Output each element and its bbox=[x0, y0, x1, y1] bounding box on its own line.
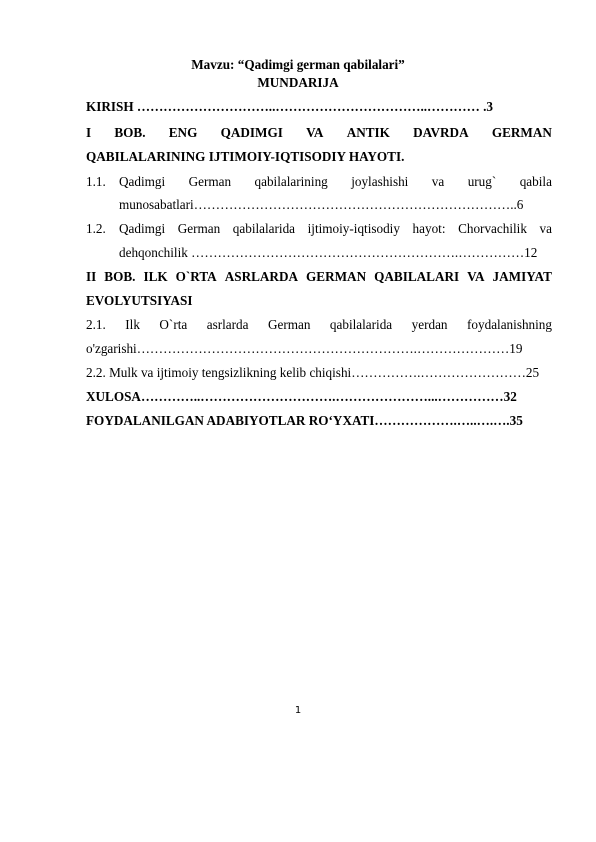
toc-word: asrlarda bbox=[206, 317, 249, 332]
toc-section-number: 1.1. bbox=[86, 174, 106, 189]
toc-entry-1-2-line-1[interactable] bbox=[119, 221, 552, 237]
toc-entry-kirish[interactable]: KIRISH …………………………..……………………………..………… .3 bbox=[86, 99, 493, 114]
toc-word: 2.1. bbox=[86, 317, 106, 332]
toc-word: DAVRDA bbox=[413, 125, 469, 140]
toc-word: O`rta bbox=[159, 317, 188, 332]
toc-word: BOB. bbox=[104, 269, 136, 284]
toc-word: ijtimoiy-iqtisodiy bbox=[307, 221, 400, 236]
toc-word: VA bbox=[306, 125, 324, 140]
toc-entry-2-1-line-1[interactable] bbox=[86, 317, 552, 333]
toc-word: qabilalarida bbox=[329, 317, 393, 332]
toc-word: GERMAN bbox=[491, 125, 552, 140]
toc-entry-2-1-line-2[interactable]: o'zgarishi……………………………………………………….…………………19 bbox=[86, 341, 523, 356]
toc-word: ANTIK bbox=[346, 125, 390, 140]
document-title: Mavzu: “Qadimgi german qabilalari” bbox=[191, 57, 405, 72]
toc-word: ILK bbox=[143, 269, 168, 284]
toc-entry-1-2-line-2[interactable]: dehqonchilik …………………………………………………….……………12 bbox=[119, 245, 538, 260]
toc-word: va bbox=[431, 174, 445, 189]
toc-entry-2-2[interactable]: 2.2. Mulk va ijtimoiy tengsizlikning kelib chiqishi…………….……………………25 bbox=[86, 365, 540, 380]
toc-word: O`RTA bbox=[175, 269, 217, 284]
toc-section-number: 1.2. bbox=[86, 221, 106, 236]
toc-word: JAMIYAT bbox=[492, 269, 552, 284]
toc-word: foydalanishning bbox=[467, 317, 552, 332]
toc-entry-1-1-line-2[interactable]: munosabatlari………………………………………………………………..6 bbox=[119, 197, 524, 212]
toc-word: qabilalarining bbox=[254, 174, 328, 189]
toc-word: ASRLARDA bbox=[224, 269, 299, 284]
toc-word: Ilk bbox=[125, 317, 140, 332]
toc-word: qabilalarida bbox=[232, 221, 296, 236]
contents-heading: MUNDARIJA bbox=[257, 75, 339, 90]
toc-word: BOB. bbox=[114, 125, 146, 140]
toc-word: German bbox=[188, 174, 232, 189]
toc-word: va bbox=[539, 221, 552, 236]
toc-entry-chapter-1-line-1[interactable] bbox=[86, 125, 552, 141]
toc-word: GERMAN bbox=[306, 269, 367, 284]
toc-word: II bbox=[86, 269, 97, 284]
toc-entry-foydalanilgan-adabiyotlar[interactable]: FOYDALANILGAN ADABIYOTLAR RO‘YXATI……………….…..….….35 bbox=[86, 413, 523, 428]
toc-word: yerdan bbox=[411, 317, 448, 332]
toc-word: qabila bbox=[519, 174, 552, 189]
toc-word: I bbox=[86, 125, 92, 140]
toc-entry-chapter-1-line-2[interactable]: QABILALARINING IJTIMOIY-IQTISODIY HAYOTI. bbox=[86, 149, 405, 164]
toc-entry-1-1-line-1[interactable] bbox=[119, 174, 552, 190]
toc-word: QABILALARI bbox=[374, 269, 460, 284]
toc-word: German bbox=[267, 317, 311, 332]
toc-word: Qadimgi bbox=[119, 221, 166, 236]
toc-word: Chorvachilik bbox=[458, 221, 527, 236]
toc-word: Qadimgi bbox=[119, 174, 166, 189]
toc-word: hayot: bbox=[412, 221, 446, 236]
toc-word: VA bbox=[467, 269, 485, 284]
toc-entry-chapter-2-line-2[interactable]: EVOLYUTSIYASI bbox=[86, 293, 193, 308]
toc-entry-xulosa[interactable]: XULOSA…………..………………………….…………………...……………32 bbox=[86, 389, 517, 404]
toc-word: ENG bbox=[168, 125, 198, 140]
page-number: 1 bbox=[294, 705, 302, 716]
toc-word: German bbox=[177, 221, 221, 236]
toc-word: joylashishi bbox=[351, 174, 409, 189]
toc-word: QADIMGI bbox=[220, 125, 283, 140]
toc-word: urug` bbox=[467, 174, 497, 189]
toc-entry-chapter-2-line-1[interactable] bbox=[86, 269, 552, 285]
